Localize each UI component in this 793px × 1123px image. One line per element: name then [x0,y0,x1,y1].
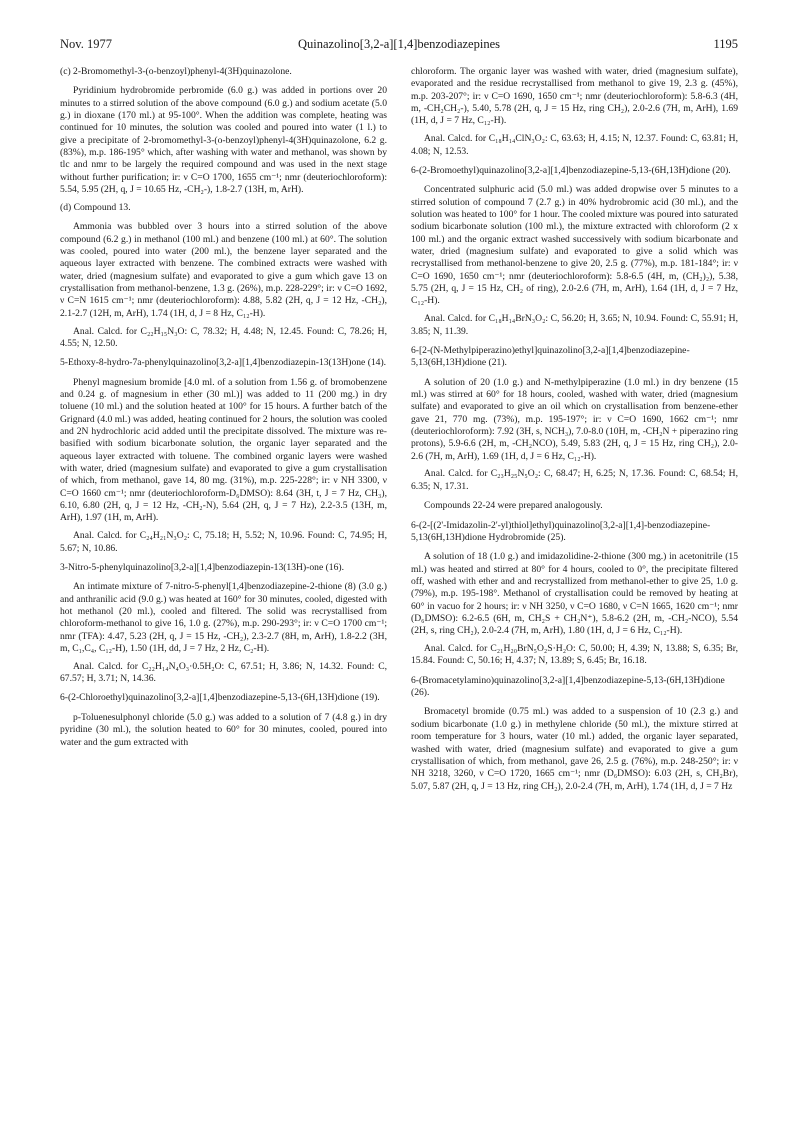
section-heading: 6-(2-Chloroethyl)quinazolino[3,2-a][1,4]benzodiazepine-5,13-(6H,13H)dione (19). [60,692,380,704]
analysis-paragraph: Compounds 22-24 were prepared analogously. [424,500,603,512]
analysis-paragraph: Anal. Calcd. for C₂₁H₂₀BrN₅O₂S·H₂O: C, 50.00; H, 4.39; N, 13.88; S, 6.35; Br, 15.84. Found: C, 50.16; H, 4.37; N, 13.89; S, 6.45; Br, 16.18. [411,643,738,667]
left-column [60,66,387,754]
journal-date: Nov. 1977 [60,37,112,51]
body-paragraph: p-Toluenesulphonyl chloride (5.0 g.) was added to a solution of 7 (4.8 g.) in dry pyridine (30 ml.), the solution heated to 60° for 30 minutes, cooled, poured into water and the gum extracted with [60,711,387,748]
running-title: Quinazolino[3,2-a][1,4]benzodiazepines [297,37,500,51]
section-heading: 6-(2-Bromoethyl)quinazolino[3,2-a][1,4]benzodiazepine-5,13-(6H,13H)dione (20). [411,164,731,176]
right-column [411,66,738,798]
section-heading: (c) 2-Bromomethyl-3-(o-benzoyl)phenyl-4(3H)quinazolone. [60,66,292,77]
body-paragraph: Concentrated sulphuric acid (5.0 ml.) was added dropwise over 5 minutes to a stirred solution of compound 7 (2.7 g.) in 40% hydrobromic acid (30 ml.), and the solution was heated to 100° for 1 hour. The cooled mixture was poured into saturated sodium bicarbonate solution (100 ml.), the mixture extracted with chloroform (2 x 100 ml.) and the organic extract washed successively with sodium bicarbonate and water, dried (magnesium sulfate) and evaporated to give a solid which was recrystallised from methanol-benzene to give 20, 2.5 g. (77%), m.p. 181-184°; ir: ν C=O 1690, 1650 cm⁻¹; nmr (deuteriochloroform): 5.8-6.5 (4H, m, (CH₂)₂), 5.38, 5.75 (2H, q, J = 15 Hz, CH₂ of ring), 2.0-2.6 (7H, m, ArH), 1.64 (1H, d, J = 7 Hz, C₁₂-H). [411,184,738,307]
section-heading: 6-(Bromacetylamino)quinazolino[3,2-a][1,4]benzodiazepine-5,13-(6H,13H)dione (26). [411,674,725,699]
analysis-paragraph: Anal. Calcd. for C₂₃H₂₅N₅O₂: C, 68.47; H, 6.25; N, 17.36. Found: C, 68.54; H, 6.35; N, 17.31. [411,468,738,492]
body-paragraph: Ammonia was bubbled over 3 hours into a stirred solution of the above compound (6.2 g.) in methanol (100 ml.) and benzene (100 ml.) at 60°. The solution was cooled, poured into water (200 ml.), the benzene layer separated and the aqueous layer extracted with benzene. The combined extracts were washed with water, dried (magnesium sulfate) and evaporated to give a gum which gave 13 on crystallisation from methanol-benzene, 1.3 g. (26%), m.p. 228-229°; ir: ν C=O 1692, ν C=N 1615 cm⁻¹; nmr (deuteriochloroform): 4.88, 5.82 (2H, q, J = 12 Hz, -CH₂), 2.1-2.7 (12H, m, ArH), 1.74 (1H, d, J = 8 Hz, C₁₂-H). [60,221,387,319]
page-header [60,37,738,55]
section-heading: 6-(2-[(2'-Imidazolin-2'-yl)thiol]ethyl)quinazolino[3,2-a][1,4]-benzodiazepine-5,13(6H,13H)dione Hydrobromide (25). [411,519,711,543]
section-heading: (d) Compound 13. [60,201,131,213]
section-heading: 6-[2-(N-Methylpiperazino)ethyl]quinazolino[3,2-a][1,4]benzodiazepine-5,13(6H,13H)dione (21). [411,344,690,369]
section-heading: 3-Nitro-5-phenylquinazolino[3,2-a][1,4]benzodiazepin-13(13H)-one (16). [60,561,344,573]
body-paragraph: Bromacetyl bromide (0.75 ml.) was added to a suspension of 10 (2.3 g.) and sodium bicarbonate (1.0 g.) in methylene chloride (50 ml.), the mixture stirred at room temperature for 3 hours, water (10 ml.) added, the organic layer separated, washed with water, dried (magnesium sulfate) and evaporated to give a gum crystallisation of which, from methanol, gave 26, 2.5 g. (76%), m.p. 248-250°; ir: ν NH 3218, 3260, ν C=O 1720, 1665 cm⁻¹; nmr (D₆DMSO): 6.03 (2H, s, CH₂Br), 5.07, 5.87 (2H, q, J = 13 Hz, ring CH₂), 2.0-2.4 (7H, m, ArH), 1.74 (1H, d, J = 7 Hz [411,706,738,792]
analysis-paragraph: Anal. Calcd. for C₁₈H₁₄ClN₃O₂: C, 63.63; H, 4.15; N, 12.37. Found: C, 63.81; H, 4.08; N, 12.53. [411,133,738,157]
analysis-paragraph: Anal. Calcd. for C₁₈H₁₄BrN₃O₂: C, 56.20; H, 3.65; N, 10.94. Found: C, 55.91; H, 3.85; N, 11.39. [411,313,738,337]
body-paragraph: An intimate mixture of 7-nitro-5-phenyl[1,4]benzodiazepine-2-thione (8) (3.0 g.) and anthranilic acid (9.0 g.) was heated at 160° for 30 minutes, cooled, digested with hot methanol (20 ml.), cooled and filtered. The solid was recrystallised from chloroform-methanol to give 16, 1.0 g. (27%), m.p. 290-293°; ir: ν C=O 1700 cm⁻¹; nmr (TFA): 4.47, 5.23 (2H, q, J = 15 Hz, -CH₂), 2.3-2.7 (8H, m, ArH), 1.8-2.2 (3H, m, C₁,C₄, C₁₂-H), 1.50 (1H, dd, J = 7 Hz, 2 Hz, C₂-H). [60,581,387,654]
page-number: 1195 [713,37,738,51]
continuation-paragraph: chloroform. The organic layer was washed with water, dried (magnesium sulfate), evaporated and the residue recrystallised from methanol to give 19, 2.3 g. (45%), m.p. 203-207°; ir: ν C=O 1690, 1650 cm⁻¹; nmr (deuteriochloroform): 5.8-6.3 (4H, m, -CH₂CH₂-), 5.40, 5.78 (2H, q, J = 15 Hz, ring CH₂), 2.0-2.6 (7H, m, ArH), 1.69 (1H, d, J = 7 Hz, C₁₂-H). [411,66,738,127]
analysis-paragraph: Anal. Calcd. for C₂₂H₁₄N₄O₃·0.5H₂O: C, 67.51; H, 3.86; N, 14.32. Found: C, 67.57; H, 3.71; N, 14.36. [60,660,387,685]
body-paragraph: Pyridinium hydrobromide perbromide (6.0 g.) was added in portions over 20 minutes to a stirred solution of the above compound (6.0 g.) and sodium acetate (5.0 g.) in dioxane (170 ml.) at 95-100°. When the addition was complete, heating was continued for 10 minutes, the solution was cooled and poured into water (1 l.) to give a precipitate of 2-bromomethyl-3-(o-benzoyl)phenyl-4(3H)quinazolone, 6.2 g. (83%), m.p. 186-195° which, after washing with water and methanol, was shown by tlc and nmr to be largely the required compound and was used in the next stage without further purification; ir: ν C=O 1700, 1655 cm⁻¹; nmr (deuteriochloroform): 5.54, 5.95 (2H, q, J = 10.65 Hz, -CH₂-), 1.8-2.7 (13H, m, ArH). [60,85,387,196]
body-paragraph: A solution of 20 (1.0 g.) and N-methylpiperazine (1.0 ml.) in dry benzene (15 ml.) was stirred at 60° for 18 hours, cooled, washed with water, dried (magnesium sulfate) and evaporated to give an oil which on crystallisation from benzene-ether gave 21, 770 mg. (73%), m.p. 195-197°; ir: ν C=O 1690, 1662 cm⁻¹; nmr (deuteriochloroform): 7.92 (3H, s, NCH₃), 7.0-8.0 (10H, m, -CH₂N + piperazino ring protons), 5.9-6.6 (2H, m, -CH₂NCO), 5.49, 5.83 (2H, q, J = 15 Hz, ring CH₂), 2.0-2.6 (7H, m, ArH), 1.69 (1H, d, J = 6 Hz, C₁₂-H). [411,376,738,462]
analysis-paragraph: Anal. Calcd. for C₂₂H₁₅N₃O: C, 78.32; H, 4.48; N, 12.45. Found: C, 78.26; H, 4.55; N, 12.50. [60,325,387,349]
section-heading: 5-Ethoxy-8-hydro-7a-phenylquinazolino[3,2-a][1,4]benzodiazepin-13(13H)one (14). [60,357,387,369]
analysis-paragraph: Anal. Calcd. for C₂₄H₂₁N₃O₂: C, 75.18; H, 5.52; N, 10.96. Found: C, 74.95; H, 5.67; N, 10.86. [60,530,387,554]
body-paragraph: A solution of 18 (1.0 g.) and imidazolidine-2-thione (300 mg.) in acetonitrile (15 ml.) was heated and stirred at 80° for 4 hours, cooled to 0°, the precipitate filtered off, washed with ether and and recrystallized from methanol-ether to give 25, 1.0 g. (79%), m.p. 195-198°. Methanol of crystallisation could be removed by heating at 60° in vacuo for 2 hours; ir: ν NH 3250, ν C=O 1680, ν C=N 1665, 1620 cm⁻¹; nmr (D₆DMSO): 6.2-6.5 (6H, m, CH₂S + CH₂N⁺), 5.8-6.2 (2H, m, -CH₂-NCO), 5.54 (2H, s, ring CH₂), 2.0-2.4 (7H, m, ArH), 1.80 (1H, d, J = 6 Hz, C₁₂-H). [411,551,738,637]
body-paragraph: Phenyl magnesium bromide [4.0 ml. of a solution from 1.56 g. of bromobenzene and 0.24 g. of magnesium in ether (30 ml.)] was added to 11 (200 mg.) in dry toluene (10 ml.) and the solution heated at 100° for 15 hours. A further batch of the Grignard (4.0 ml.) was added, heating continued for 2 hours, the solution was cooled and 2N hydrochloric acid added until the precipitate dissolved. The mixture was re-basified with sodium bicarbonate solution, the organic layer separated and the aqueous layer extracted with toluene. The combined organic layers were washed with water, dried (magnesium sulfate) and evaporated to give a gum crystallisation of which, from methanol, gave 14, 80 mg. (31%), m.p. 225-228°; ir: ν NH 3300, ν C=O 1660 cm⁻¹; nmr (deuteriochloroform-D₆DMSO): 8.64 (3H, t, J = 7 Hz, CH₃), 6.10, 6.80 (2H, q, J = 12 Hz, -CH₂-N), 5.64 (2H, q, J = 7 Hz), 2.2-3.5 (13H, m, ArH), 1.97 (1H, m, ArH). [60,376,387,524]
